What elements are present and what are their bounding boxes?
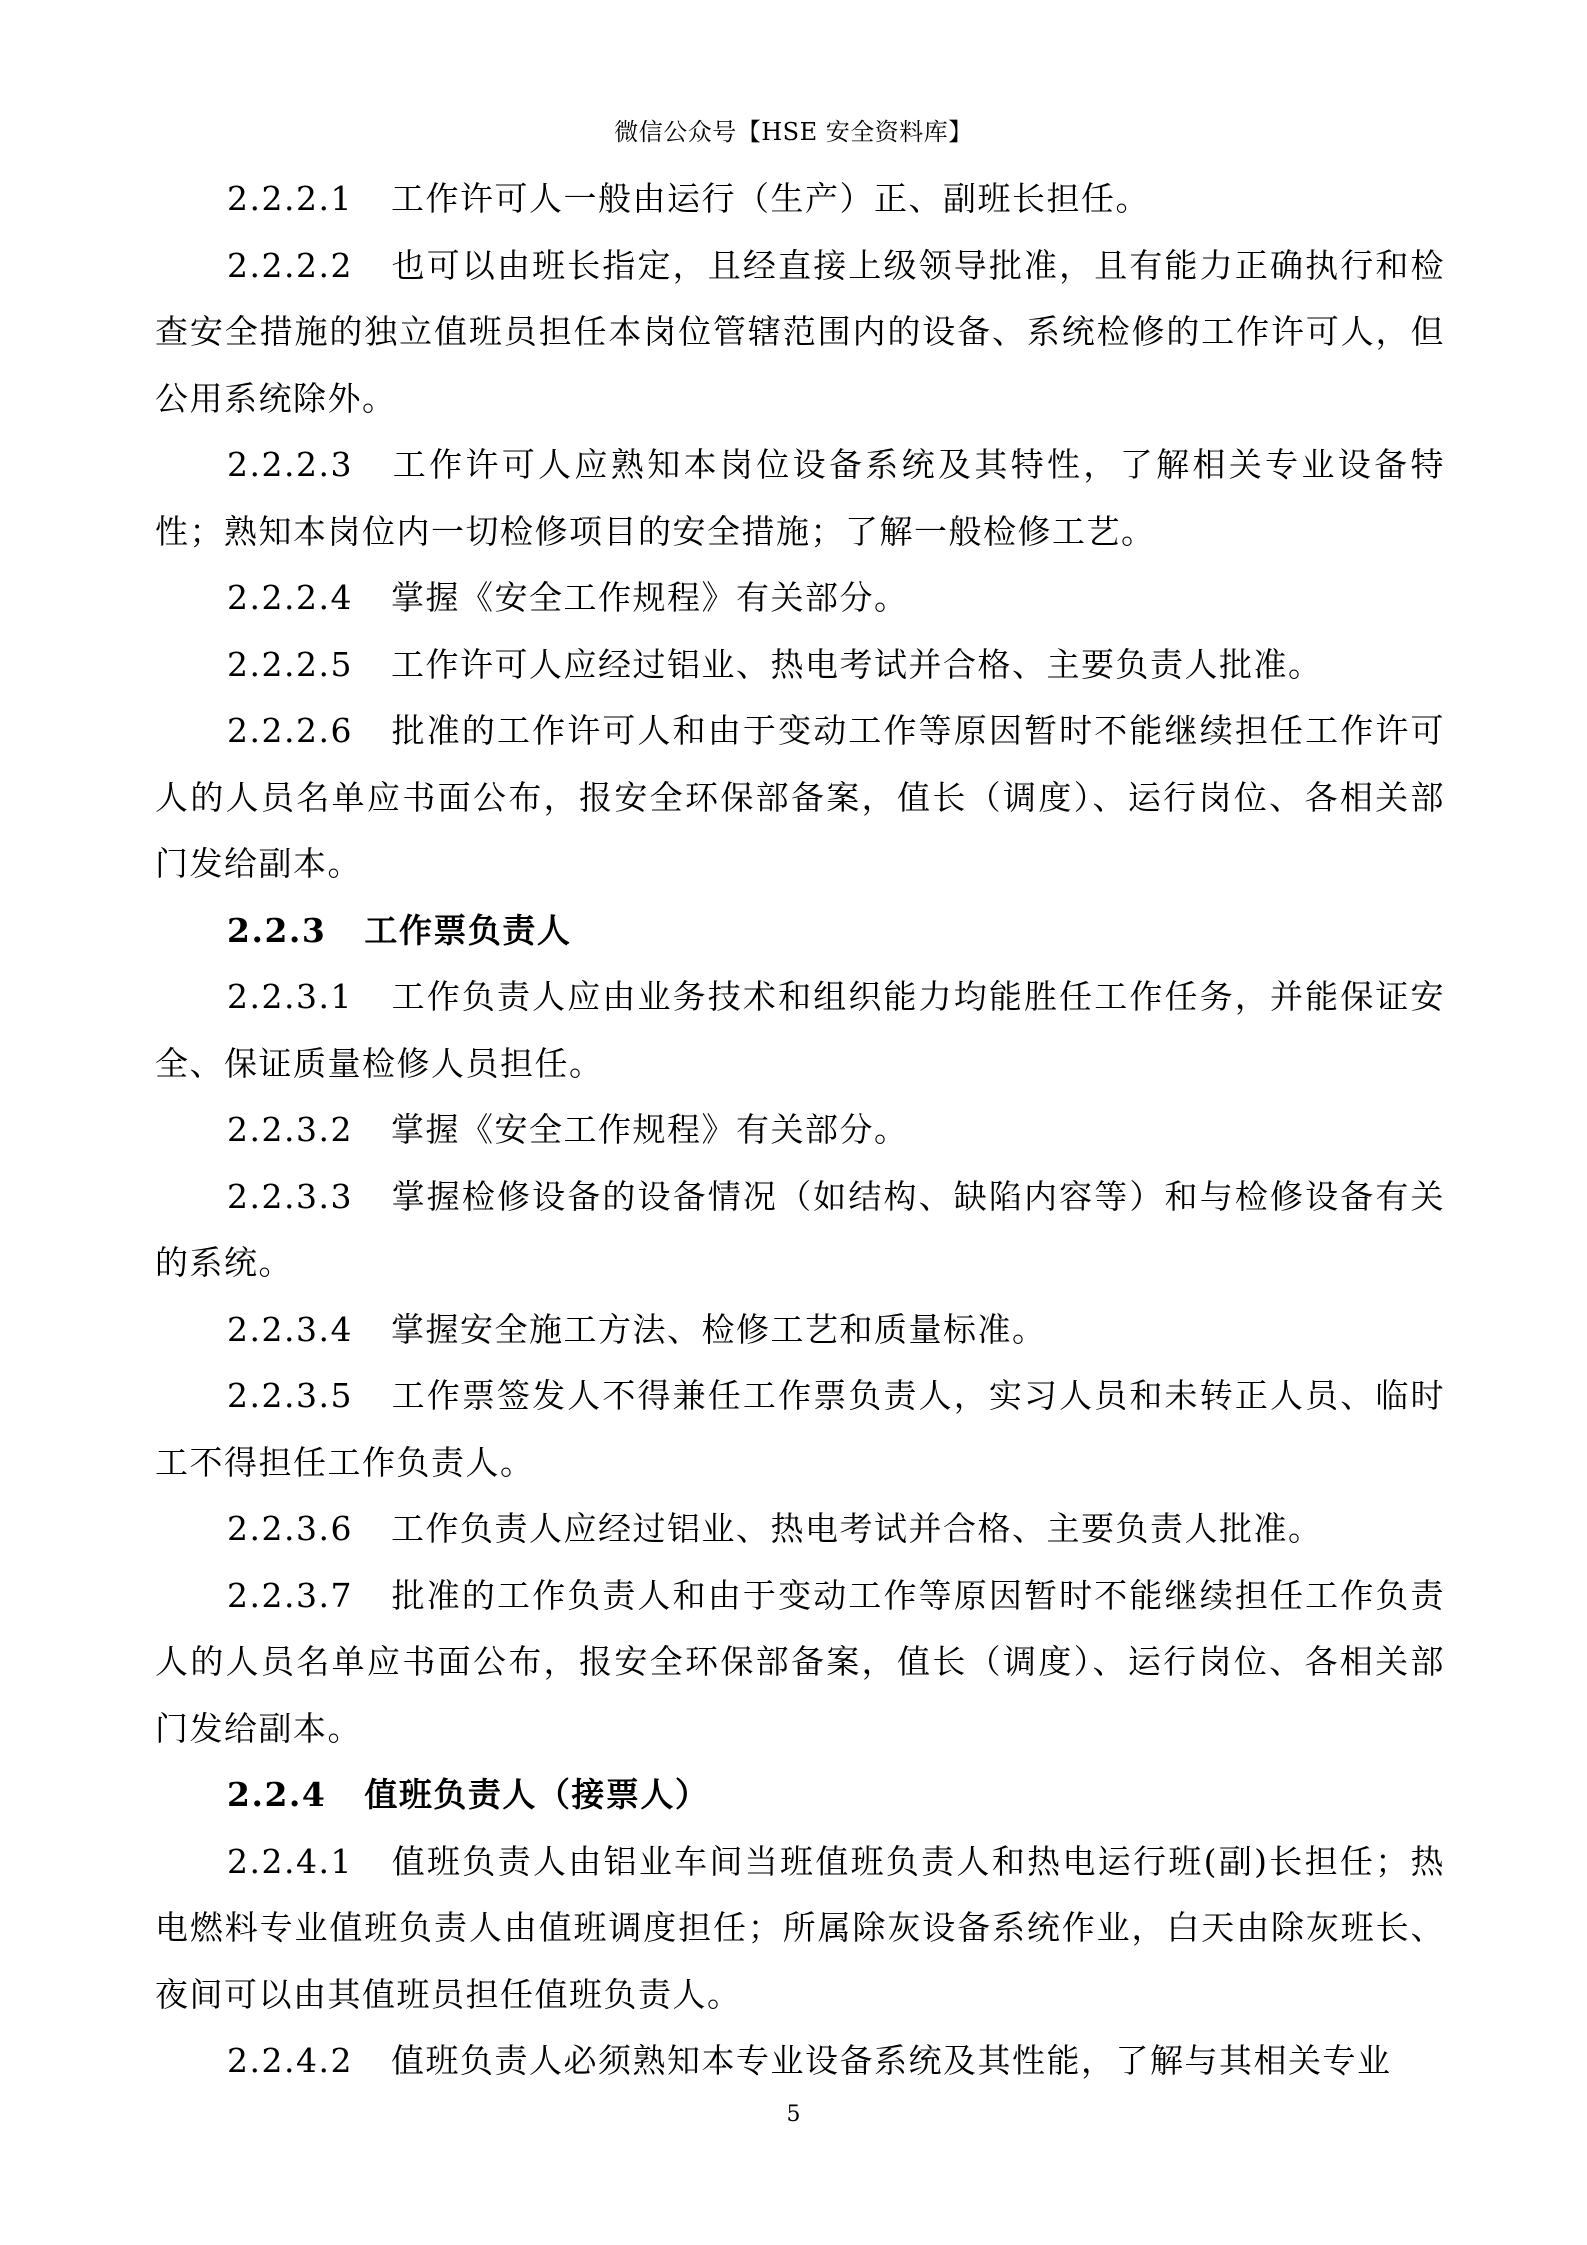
clause-text: 工作许可人应经过铝业、热电考试并合格、主要负责人批准。: [390, 644, 1323, 684]
clause-text: 也可以由班长指定，且经直接上级领导批准，且有能力正确执行和检查安全措施的独立值班员担任本岗位管辖范围内的设备、系统检修的工作许可人，但公用系统除外。: [155, 245, 1445, 418]
clause-2-2-3-7: [155, 1563, 1445, 1763]
clause-text: 掌握《安全工作规程》有关部分。: [390, 1110, 909, 1149]
clause-text: 批准的工作负责人和由于变动工作等原因暂时不能继续担任工作负责人的人员名单应书面公布，报安全环保部备案，值长（调度）、运行岗位、各相关部门发给副本。: [155, 1575, 1445, 1748]
clause-number: 2.2.3.2: [227, 1110, 353, 1149]
clause-number: 2.2.4.2: [227, 2041, 353, 2080]
clause-2-2-3-1: [155, 964, 1445, 1097]
section-title: 工作票负责人: [364, 910, 572, 950]
clause-2-2-4-1: [155, 1829, 1445, 2029]
page-number: 5: [786, 2102, 801, 2127]
clause-number: 2.2.3.6: [227, 1509, 353, 1548]
clause-number: 2.2.4.1: [227, 1841, 353, 1881]
clause-text: 值班负责人由铝业车间当班值班负责人和热电运行班(副)长担任；热电燃料专业值班负责人由值班调度担任；所属除灰设备系统作业，白天由除灰班长、夜间可以由其值班员担任值班负责人。: [155, 1841, 1445, 2014]
clause-text: 掌握检修设备的设备情况（如结构、缺陷内容等）和与检修设备有关的系统。: [155, 1176, 1445, 1282]
clause-2-2-3-2: [155, 1097, 1445, 1164]
clause-text: 工作负责人应由业务技术和组织能力均能胜任工作任务，并能保证安全、保证质量检修人员担任。: [155, 977, 1445, 1083]
page-header: 微信公众号【HSE 安全资料库】: [614, 118, 973, 146]
clause-text: 工作票签发人不得兼任工作票负责人，实习人员和未转正人员、临时工不得担任工作负责人。: [155, 1376, 1445, 1482]
clause-number: 2.2.2.6: [227, 711, 353, 750]
clause-2-2-2-4: [155, 565, 1445, 632]
clause-number: 2.2.3.1: [227, 977, 353, 1016]
clause-number: 2.2.2.1: [227, 179, 353, 218]
clause-text: 批准的工作许可人和由于变动工作等原因暂时不能继续担任工作许可人的人员名单应书面公布，报安全环保部备案，值长（调度）、运行岗位、各相关部门发给副本。: [155, 711, 1445, 883]
section-number: 2.2.4: [227, 1775, 327, 1814]
clause-number: 2.2.3.3: [227, 1176, 353, 1216]
clause-text: 工作负责人应经过铝业、热电考试并合格、主要负责人批准。: [390, 1509, 1323, 1548]
clause-text: 掌握安全施工方法、检修工艺和质量标准。: [390, 1309, 1047, 1349]
section-title: 值班负责人（接票人）: [364, 1775, 710, 1814]
clause-2-2-2-5: [155, 632, 1445, 699]
clause-text: 工作许可人应熟知本岗位设备系统及其特性，了解相关专业设备特性；熟知本岗位内一切检修项目的安全措施；了解一般检修工艺。: [155, 445, 1445, 551]
clause-number: 2.2.2.5: [227, 644, 353, 684]
clause-number: 2.2.2.4: [227, 578, 353, 617]
clause-2-2-2-3: [155, 432, 1445, 565]
clause-text: 工作许可人一般由运行（生产）正、副班长担任。: [390, 179, 1150, 218]
clause-2-2-3-6: [155, 1496, 1445, 1563]
clause-2-2-2-2: [155, 233, 1445, 433]
clause-2-2-4-2: [155, 2028, 1445, 2095]
clause-2-2-2-6: [155, 698, 1445, 898]
clause-number: 2.2.2.3: [227, 445, 353, 484]
clause-2-2-3-4: [155, 1297, 1445, 1364]
clause-text: 值班负责人必须熟知本专业设备系统及其性能，了解与其相关专业: [390, 2041, 1392, 2080]
document-body: [155, 166, 1445, 2095]
section-number: 2.2.3: [227, 910, 327, 950]
clause-2-2-3-5: [155, 1363, 1445, 1496]
clause-text: 掌握《安全工作规程》有关部分。: [390, 578, 909, 617]
clause-number: 2.2.3.7: [227, 1575, 353, 1615]
clause-2-2-2-1: [155, 166, 1445, 233]
clause-number: 2.2.3.4: [227, 1309, 353, 1349]
section-heading-2-2-4: [155, 1762, 1445, 1829]
clause-number: 2.2.3.5: [227, 1376, 353, 1415]
section-heading-2-2-3: [155, 898, 1445, 965]
clause-2-2-3-3: [155, 1164, 1445, 1297]
clause-number: 2.2.2.2: [227, 245, 353, 285]
